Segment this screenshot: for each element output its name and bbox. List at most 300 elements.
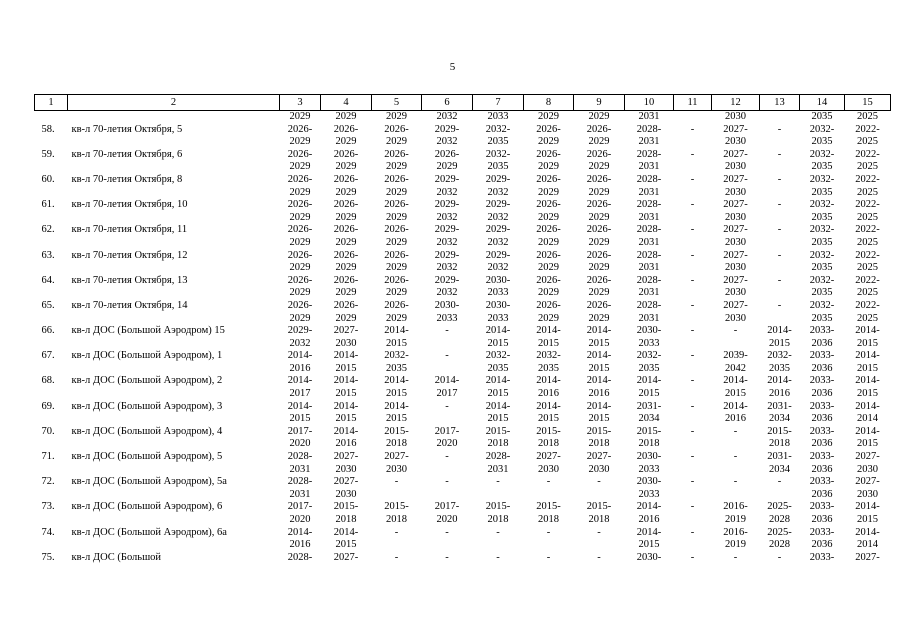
period-cell	[760, 300, 800, 325]
period-value: 2030- 2033	[434, 299, 460, 324]
period-cell	[625, 325, 674, 350]
period-value: 2027- 2030	[333, 476, 359, 500]
period-cell	[800, 149, 845, 174]
period-cell	[760, 325, 800, 350]
period-value: 2015- 2018	[485, 501, 511, 525]
period-cell	[321, 476, 372, 501]
period-cell	[473, 552, 524, 565]
period-value: 2017- 2020	[434, 425, 460, 450]
period-cell	[321, 501, 372, 526]
period-cell	[574, 275, 625, 300]
period-cell	[845, 199, 891, 224]
period-cell	[800, 350, 845, 375]
period-cell	[473, 275, 524, 300]
period-cell	[473, 401, 524, 426]
period-value: 2030-	[636, 551, 662, 563]
period-cell	[422, 476, 473, 501]
period-value: 2026- 2029	[384, 299, 409, 324]
period-value: -	[690, 325, 695, 337]
period-cell	[674, 375, 712, 400]
period-value: 2017- 2020	[287, 425, 313, 450]
period-value: 2014- 2015	[536, 325, 561, 349]
period-cell	[422, 501, 473, 526]
period-value: 2030- 2033	[636, 476, 662, 500]
period-cell	[800, 451, 845, 476]
period-cell	[574, 199, 625, 224]
period-value: 2015- 2018	[384, 501, 409, 525]
row-number: 73.	[41, 501, 55, 513]
period-value: 2022- 2025	[855, 173, 880, 198]
period-cell	[422, 426, 473, 451]
object-name: кв-л ДОС (Большой Аэродром), 1	[71, 350, 223, 362]
period-cell	[625, 451, 674, 476]
period-cell	[674, 149, 712, 174]
period-value: 2025- 2028	[767, 526, 792, 551]
period-cell	[760, 224, 800, 249]
period-cell	[422, 375, 473, 400]
period-cell	[372, 476, 422, 501]
period-cell	[280, 275, 321, 300]
period-value: -	[690, 451, 695, 463]
period-cell	[800, 552, 845, 565]
period-cell	[625, 476, 674, 501]
period-value: 2028- 2031	[287, 476, 313, 500]
table-row	[35, 501, 891, 526]
period-value: 2022- 2025	[855, 148, 880, 173]
period-cell	[674, 174, 712, 199]
period-value: 2022- 2025	[855, 249, 880, 274]
header-cell: 8	[524, 95, 574, 111]
row-number: 68.	[41, 375, 55, 387]
period-cell	[473, 325, 524, 350]
period-cell	[712, 124, 760, 149]
row-number: 64.	[41, 274, 55, 286]
period-cell	[800, 275, 845, 300]
period-cell	[473, 174, 524, 199]
period-cell	[524, 199, 574, 224]
period-cell	[473, 527, 524, 552]
period-value: 2030- 2033	[636, 325, 662, 349]
period-value: 2032- 2035	[809, 249, 835, 274]
period-cell	[280, 350, 321, 375]
period-value: 2014- 2015	[855, 501, 880, 525]
continuation-cell	[760, 111, 800, 124]
period-cell	[280, 174, 321, 199]
period-cell	[473, 149, 524, 174]
period-cell	[712, 426, 760, 451]
period-cell	[321, 552, 372, 565]
period-value: -	[690, 350, 695, 362]
period-cell	[845, 174, 891, 199]
period-cell	[625, 350, 674, 375]
period-value: 2014- 2015	[586, 400, 612, 425]
period-cell	[845, 224, 891, 249]
period-cell	[845, 149, 891, 174]
period-cell	[800, 250, 845, 275]
period-value: -	[777, 274, 782, 286]
period-value: 2017- 2020	[434, 501, 460, 525]
period-value: -	[733, 425, 738, 437]
period-cell	[800, 124, 845, 149]
period-value: -	[777, 123, 782, 135]
period-value: 2026- 2029	[287, 299, 313, 324]
period-cell	[524, 350, 574, 375]
period-cell	[372, 375, 422, 400]
period-value: 2026- 2029	[333, 249, 359, 274]
period-cell	[800, 401, 845, 426]
period-value: -	[777, 224, 782, 236]
header-cell: 12	[712, 95, 760, 111]
header-cell: 15	[845, 95, 891, 111]
object-name: кв-л ДОС (Большой Аэродром), 4	[71, 425, 223, 437]
period-cell	[321, 350, 372, 375]
table-row	[35, 552, 891, 565]
continuation-cell: 2031	[638, 111, 660, 122]
row-number: 65.	[41, 299, 55, 311]
object-name: кв-л 70-летия Октября, 8	[71, 173, 183, 185]
period-cell	[524, 501, 574, 526]
period-cell	[760, 426, 800, 451]
object-name: кв-л 70-летия Октября, 10	[71, 199, 188, 211]
period-value: 2014- 2015	[536, 400, 561, 425]
period-cell	[574, 451, 625, 476]
period-cell	[674, 325, 712, 350]
period-cell	[712, 250, 760, 275]
period-cell	[372, 426, 422, 451]
period-cell	[372, 451, 422, 476]
period-cell	[712, 401, 760, 426]
period-cell	[321, 149, 372, 174]
period-value: -	[546, 551, 551, 563]
row-number: 74.	[41, 526, 55, 538]
period-value: -	[496, 551, 500, 563]
period-value: -	[546, 476, 551, 488]
period-value: -	[597, 476, 601, 488]
period-value: 2029- 2032	[434, 199, 460, 223]
period-cell	[712, 350, 760, 375]
period-value: 2032- 2035	[809, 148, 835, 173]
period-value: 2015- 2018	[485, 425, 511, 450]
header-cell: 1	[35, 95, 68, 111]
period-cell	[760, 250, 800, 275]
period-value: -	[445, 551, 449, 563]
period-value: 2032- 2035	[809, 199, 835, 223]
period-cell	[321, 224, 372, 249]
period-cell	[845, 501, 891, 526]
period-value: -	[690, 425, 695, 437]
period-value: 2030- 2033	[485, 274, 511, 299]
row-number: 58.	[41, 123, 55, 135]
period-cell	[321, 426, 372, 451]
period-cell	[712, 199, 760, 224]
object-name: кв-л 70-летия Октября, 6	[71, 148, 183, 160]
period-value: 2014- 2017	[287, 375, 313, 400]
period-value: 2026- 2029	[384, 173, 409, 198]
period-value: 2015- 2018	[636, 425, 662, 450]
period-value: 2033- 2036	[809, 476, 835, 500]
period-cell	[524, 426, 574, 451]
period-value: 2032- 2035	[809, 299, 835, 324]
period-value: -	[597, 551, 601, 563]
period-value: 2026- 2029	[287, 148, 313, 173]
period-cell	[674, 476, 712, 501]
period-value: 2014- 2016	[767, 375, 792, 400]
object-name: кв-л ДОС (Большой Аэродром), 5	[71, 451, 223, 463]
period-value: 2014- 2016	[333, 425, 359, 450]
row-number: 70.	[41, 425, 55, 437]
object-name: кв-л 70-летия Октября, 12	[71, 249, 188, 261]
period-value: 2027- 2030	[723, 224, 748, 248]
period-value: 2026- 2029	[536, 224, 561, 248]
period-cell	[321, 401, 372, 426]
table-row	[35, 275, 891, 300]
period-value: 2027- 2030	[333, 451, 359, 475]
period-cell	[712, 300, 760, 325]
continuation-cell	[674, 111, 712, 124]
period-value: 2015- 2018	[536, 425, 561, 450]
period-value: 2015- 2018	[536, 501, 561, 525]
period-cell	[372, 350, 422, 375]
period-value: 2026- 2029	[287, 173, 313, 198]
period-value: -	[597, 526, 601, 538]
period-cell	[800, 375, 845, 400]
period-cell	[422, 199, 473, 224]
object-name: кв-л 70-летия Октября, 5	[71, 123, 183, 135]
table-row	[35, 350, 891, 375]
period-value: 2026- 2029	[586, 224, 612, 248]
period-value: -	[690, 476, 695, 488]
period-cell	[845, 300, 891, 325]
period-cell	[524, 149, 574, 174]
period-value: 2025- 2028	[767, 501, 792, 525]
period-value: 2032- 2035	[485, 123, 511, 148]
table-row	[35, 199, 891, 224]
period-cell	[524, 552, 574, 565]
period-value: 2032- 2035	[485, 350, 511, 374]
period-cell	[422, 552, 473, 565]
period-value: 2014- 2015	[586, 350, 612, 374]
period-value: 2029- 2032	[485, 173, 511, 198]
period-value: 2033- 2036	[809, 375, 835, 400]
period-value: 2026- 2029	[333, 173, 359, 198]
period-cell	[674, 401, 712, 426]
period-value: 2014- 2015	[855, 350, 880, 374]
period-value: 2029- 2032	[485, 199, 511, 223]
period-cell	[712, 375, 760, 400]
period-value: 2015- 2018	[333, 501, 359, 525]
period-cell	[372, 325, 422, 350]
period-cell	[674, 124, 712, 149]
period-value: 2022- 2025	[855, 123, 880, 148]
period-cell	[524, 300, 574, 325]
continuation-cell: 2035	[811, 111, 833, 122]
row-number: 71.	[41, 451, 55, 463]
period-value: 2027- 2030	[536, 451, 561, 475]
period-cell	[625, 124, 674, 149]
period-value: 2032- 2035	[809, 224, 835, 248]
period-cell	[422, 149, 473, 174]
object-name: кв-л ДОС (Большой Аэродром) 15	[71, 325, 225, 337]
period-value: 2015- 2018	[586, 501, 612, 525]
period-cell	[372, 124, 422, 149]
period-cell	[712, 149, 760, 174]
period-cell	[712, 501, 760, 526]
period-cell	[674, 426, 712, 451]
period-cell	[372, 552, 422, 565]
period-value: 2028- 2031	[287, 451, 313, 475]
row-number: 66.	[41, 325, 55, 337]
period-cell	[473, 224, 524, 249]
period-value: 2026- 2029	[287, 199, 313, 223]
object-name: кв-л ДОС (Большой Аэродром), 6	[71, 501, 223, 513]
period-cell	[473, 250, 524, 275]
period-cell	[760, 124, 800, 149]
period-value: 2026- 2029	[586, 148, 612, 173]
period-value: -	[733, 476, 738, 488]
period-cell	[524, 174, 574, 199]
period-cell	[524, 527, 574, 552]
object-name: кв-л ДОС (Большой Аэродром), 2	[71, 375, 223, 387]
period-value: 2028- 2031	[636, 299, 662, 324]
table-row	[35, 224, 891, 249]
period-value: -	[690, 551, 695, 563]
header-cell: 13	[760, 95, 800, 111]
period-cell	[524, 401, 574, 426]
period-cell	[524, 124, 574, 149]
table-row	[35, 174, 891, 199]
period-value: 2014- 2016	[287, 350, 313, 374]
object-name: кв-л ДОС (Большой Аэродром), 6а	[71, 526, 227, 538]
period-cell	[321, 300, 372, 325]
period-cell	[845, 552, 891, 565]
period-cell	[280, 300, 321, 325]
period-value: 2014- 2015	[767, 325, 792, 349]
header-cell: 14	[800, 95, 845, 111]
period-cell	[845, 375, 891, 400]
row-number: 59.	[41, 148, 55, 160]
period-cell	[712, 552, 760, 565]
period-value: 2027- 2030	[723, 173, 748, 198]
period-cell	[625, 149, 674, 174]
table-row	[35, 451, 891, 476]
period-value: -	[445, 451, 449, 463]
period-cell	[574, 401, 625, 426]
continuation-cell: 2033	[487, 111, 509, 122]
period-cell	[473, 124, 524, 149]
period-cell	[321, 375, 372, 400]
period-cell	[372, 300, 422, 325]
period-cell	[760, 350, 800, 375]
period-cell	[760, 476, 800, 501]
header-cell: 9	[574, 95, 625, 111]
period-value: 2028- 2031	[636, 148, 662, 173]
period-cell	[372, 174, 422, 199]
period-value: -	[394, 526, 399, 538]
table-row	[35, 527, 891, 552]
period-cell	[845, 350, 891, 375]
period-value: 2027- 2030	[723, 299, 748, 324]
period-cell	[760, 149, 800, 174]
period-cell	[280, 451, 321, 476]
period-cell	[473, 350, 524, 375]
period-value: 2033- 2036	[809, 501, 835, 525]
period-value: 2014- 2014	[855, 526, 880, 551]
period-value: 2033- 2036	[809, 325, 835, 349]
continuation-cell: 2025	[857, 111, 878, 122]
continuation-cell	[68, 111, 280, 124]
period-value: -	[690, 501, 695, 513]
period-cell	[280, 426, 321, 451]
period-cell	[674, 527, 712, 552]
period-cell	[712, 275, 760, 300]
period-cell	[473, 300, 524, 325]
table-row	[35, 124, 891, 149]
period-cell	[280, 325, 321, 350]
period-value: 2027- 2030	[384, 451, 409, 475]
period-cell	[712, 527, 760, 552]
period-cell	[422, 401, 473, 426]
period-value: 2026- 2029	[384, 249, 409, 274]
table-row	[35, 476, 891, 501]
period-cell	[524, 275, 574, 300]
period-cell	[674, 224, 712, 249]
period-cell	[574, 250, 625, 275]
period-value: 2026- 2029	[536, 173, 561, 198]
object-name: кв-л 70-летия Октября, 11	[71, 224, 188, 236]
period-value: 2026- 2029	[287, 123, 313, 148]
row-number: 60.	[41, 173, 55, 185]
period-value: 2027- 2030	[855, 476, 880, 500]
period-cell	[280, 250, 321, 275]
period-cell	[422, 451, 473, 476]
period-cell	[321, 325, 372, 350]
period-value: 2031- 2034	[636, 400, 662, 425]
period-cell	[845, 527, 891, 552]
period-value: 2032- 2035	[536, 350, 561, 374]
period-cell	[524, 375, 574, 400]
period-value: 2033- 2036	[809, 451, 835, 475]
period-value: 2014- 2015	[485, 400, 511, 425]
period-cell	[574, 300, 625, 325]
period-value: 2028-	[287, 551, 313, 563]
period-value: 2027- 2030	[723, 199, 748, 223]
period-cell	[800, 501, 845, 526]
period-value: 2029- 2032	[287, 325, 313, 349]
period-value: 2028- 2031	[636, 173, 662, 198]
period-cell	[760, 199, 800, 224]
header-row	[35, 95, 891, 111]
period-cell	[800, 426, 845, 451]
object-name: кв-л 70-летия Октября, 13	[71, 274, 188, 286]
period-value: 2026- 2029	[333, 123, 359, 148]
period-value: 2027- 2030	[333, 325, 359, 349]
period-value: 2014- 2015	[586, 325, 612, 349]
period-cell	[574, 426, 625, 451]
period-value: -	[690, 526, 695, 538]
period-value: 2027- 2030	[723, 249, 748, 274]
period-value: 2014- 2015	[384, 375, 409, 400]
period-cell	[321, 250, 372, 275]
period-cell	[625, 174, 674, 199]
period-value: -	[777, 551, 782, 563]
period-cell	[574, 124, 625, 149]
period-value: -	[445, 476, 449, 488]
period-value: 2014- 2016	[536, 375, 561, 400]
period-cell	[422, 174, 473, 199]
period-value: 2014- 2015	[636, 375, 662, 400]
period-cell	[760, 501, 800, 526]
period-value: 2026- 2029	[536, 249, 561, 274]
